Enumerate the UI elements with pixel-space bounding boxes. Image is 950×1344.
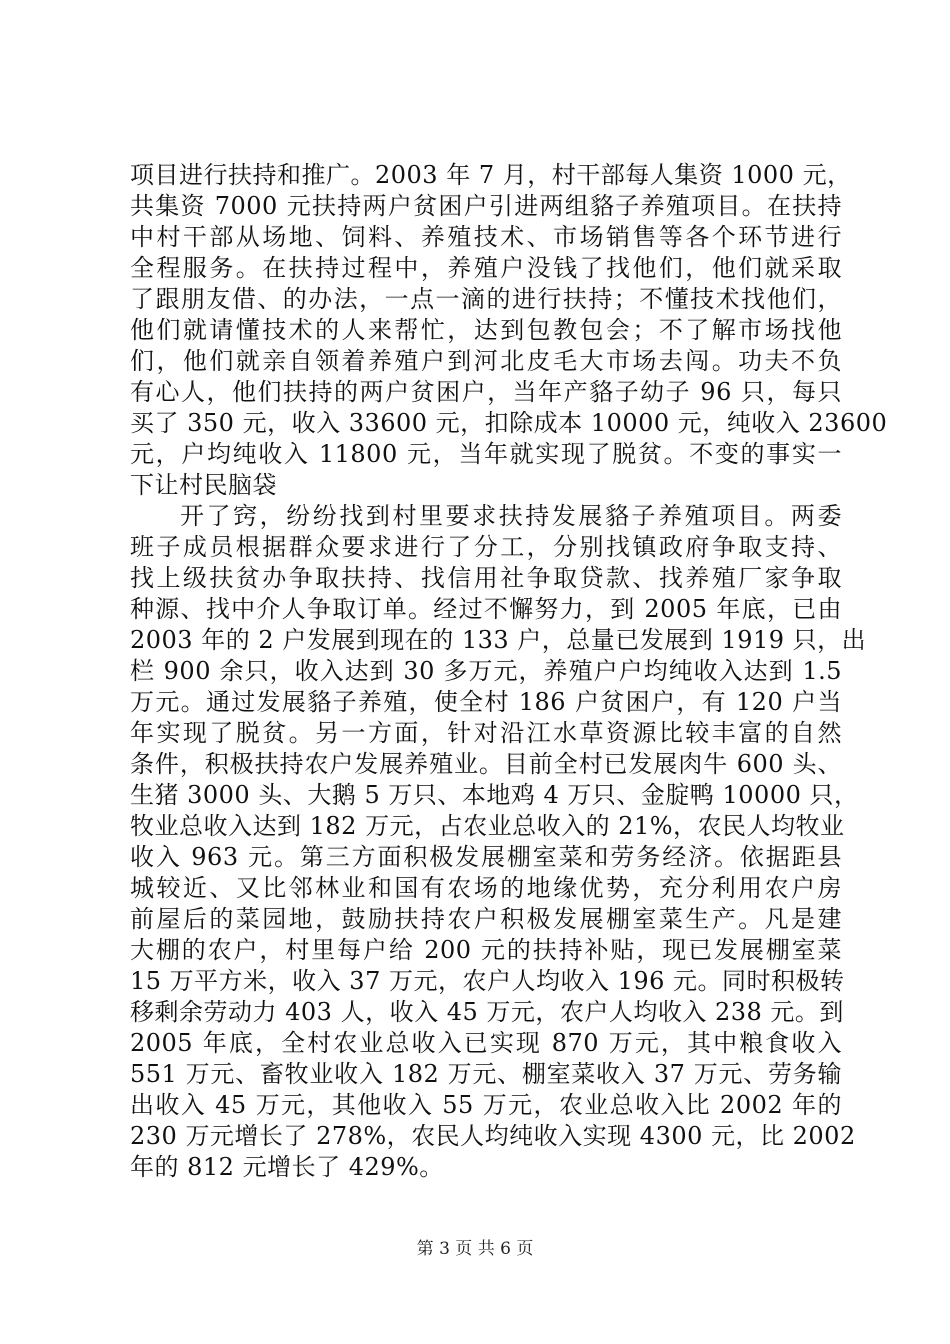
text-line: 他们就请懂技术的人来帮忙，达到包教包会；不了解市场找他 [130, 316, 842, 344]
text-line: 班子成员根据群众要求进行了分工，分别找镇政府争取支持、 [130, 533, 842, 561]
text-line: 下让村民脑袋 [130, 471, 277, 499]
text-line: 年实现了脱贫。另一方面，针对沿江水草资源比较丰富的自然 [130, 719, 842, 747]
text-line: 2005 年底，全村农业总收入已实现 870 万元，其中粮食收入 [130, 1029, 842, 1057]
text-line: 万元。通过发展貉子养殖，使全村 186 户贫困户，有 120 户当 [130, 688, 842, 716]
text-line: 2003 年的 2 户发展到现在的 133 户，总量已发展到 1919 只，出 [130, 626, 867, 654]
text-line: 收入 963 元。第三方面积极发展棚室菜和劳务经济。依据距县 [130, 843, 842, 871]
text-line: 全程服务。在扶持过程中，养殖户没钱了找他们，他们就采取 [130, 254, 842, 282]
paragraph-start-line: 开了窍，纷纷找到村里要求扶持发展貉子养殖项目。两委 [180, 502, 842, 530]
text-line: 15 万平方米，收入 37 万元，农户人均收入 196 元。同时积极转 [130, 967, 845, 995]
text-line: 中村干部从场地、饲料、养殖技术、市场销售等各个环节进行 [130, 223, 842, 251]
text-line: 230 万元增长了 278%，农民人均纯收入实现 4300 元，比 2002 [130, 1122, 856, 1150]
text-line: 城较近、又比邻林业和国有农场的地缘优势，充分利用农户房 [130, 874, 842, 902]
text-line: 项目进行扶持和推广。2003 年 7 月，村干部每人集资 1000 元， [130, 161, 852, 189]
text-line: 找上级扶贫办争取扶持、找信用社争取贷款、找养殖厂家争取 [130, 564, 842, 592]
text-line: 有心人，他们扶持的两户贫困户，当年产貉子幼子 96 只，每只 [130, 378, 842, 406]
text-line: 元，户均纯收入 11800 元，当年就实现了脱贫。不变的事实一 [130, 440, 842, 468]
text-line: 们，他们就亲自领着养殖户到河北皮毛大市场去闯。功夫不负 [130, 347, 842, 375]
text-line: 共集资 7000 元扶持两户贫困户引进两组貉子养殖项目。在扶持 [130, 192, 842, 220]
page-footer: 第 3 页 共 6 页 [416, 1239, 534, 1259]
text-line: 栏 900 余只，收入达到 30 多万元，养殖户户均纯收入达到 1.5 [130, 657, 842, 685]
text-line: 了跟朋友借、的办法，一点一滴的进行扶持；不懂技术找他们， [130, 285, 842, 313]
text-line: 前屋后的菜园地，鼓励扶持农户积极发展棚室菜生产。凡是建 [130, 905, 842, 933]
text-line: 出收入 45 万元，其他收入 55 万元，农业总收入比 2002 年的 [130, 1091, 842, 1119]
text-line: 买了 350 元，收入 33600 元，扣除成本 10000 元，纯收入 23600 [130, 409, 888, 437]
body-text [130, 160, 888, 1183]
text-line: 年的 812 元增长了 429%。 [130, 1153, 444, 1181]
text-line: 条件，积极扶持农户发展养殖业。目前全村已发展肉牛 600 头、 [130, 750, 842, 778]
text-line: 551 万元、畜牧业收入 182 万元、棚室菜收入 37 万元、劳务输 [130, 1060, 842, 1088]
text-line: 牧业总收入达到 182 万元，占农业总收入的 21%，农民人均牧业 [130, 812, 845, 840]
text-line: 种源、找中介人争取订单。经过不懈努力，到 2005 年底，已由 [130, 595, 842, 623]
text-line: 移剩余劳动力 403 人，收入 45 万元，农户人均收入 238 元。到 [130, 998, 844, 1026]
text-line: 生猪 3000 头、大鹅 5 万只、本地鸡 4 万只、金腚鸭 10000 只， [130, 781, 859, 809]
text-line: 大棚的农户，村里每户给 200 元的扶持补贴，现已发展棚室菜 [130, 936, 842, 964]
